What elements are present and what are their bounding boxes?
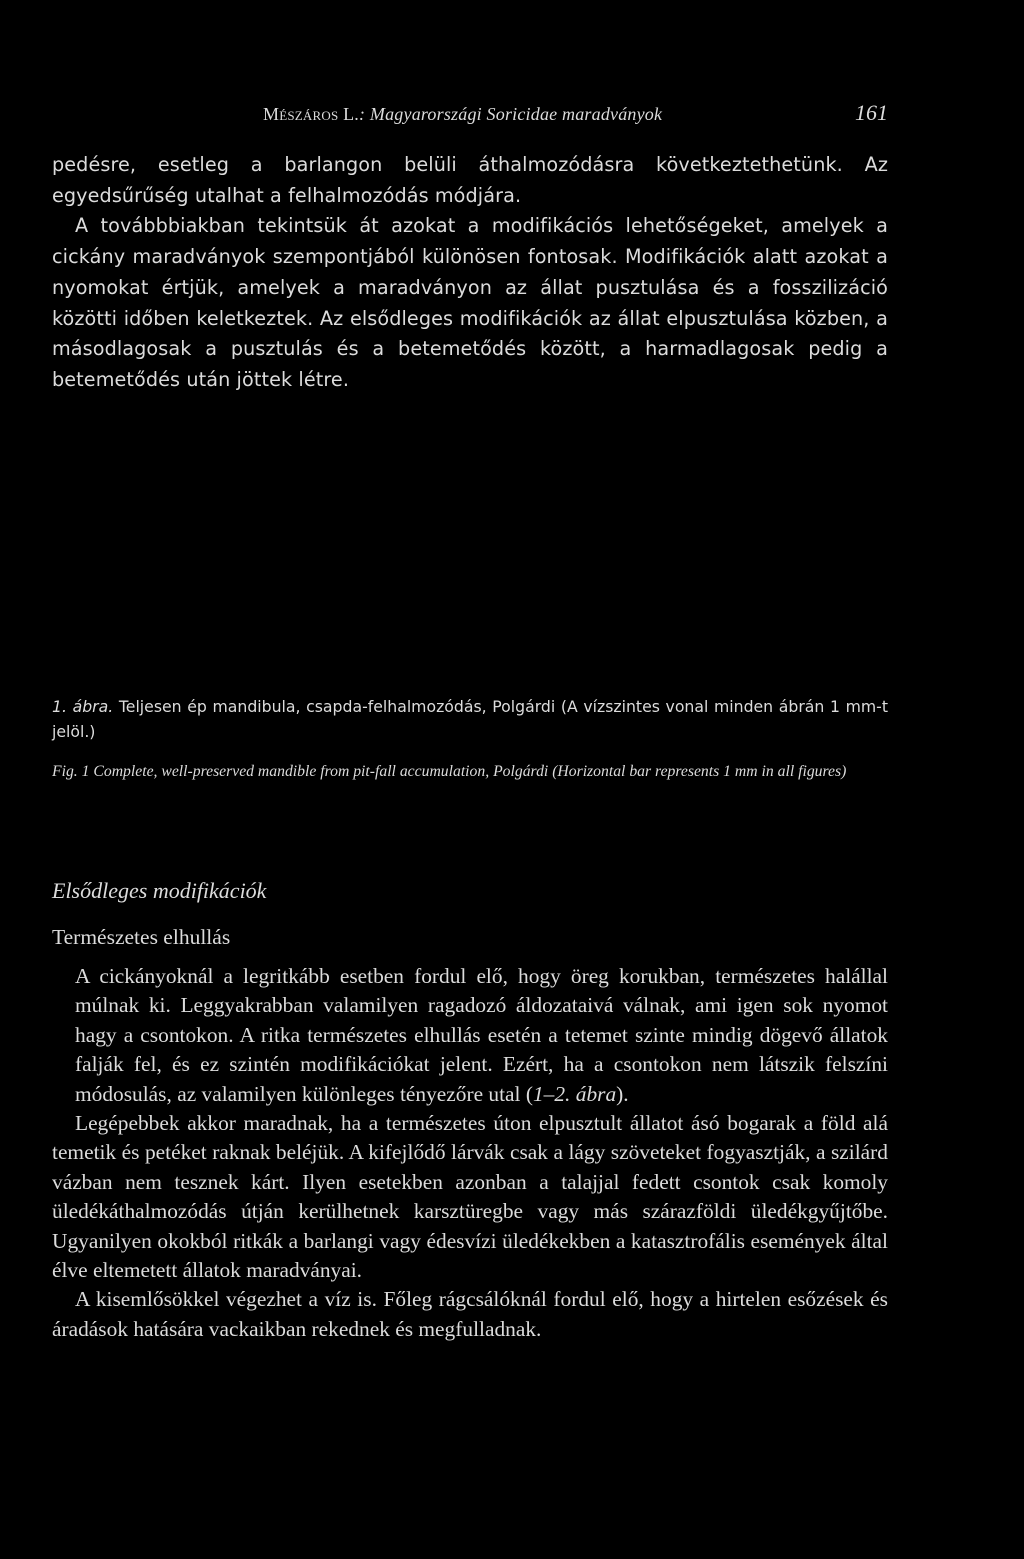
body-paragraph-1-text: A cickányoknál a legritkább esetben fordul elő, hogy öreg korukban, természetes halállal múlnak ki. Leggyakrabban valamilyen ragadozó áldozataivá válnak, ami igen sok nyomot hagy a csontokon. A ritka természetes elhullás esetén a tetemet szinte mindig dögevő állatok falják fel, és ez szintén modifikációkat jelent. Ezért, ha a csontokon nem látszik felszíni módosulás, az valamilyen különleges tényezőre utal ( [75,964,888,1106]
section-title: Elsődleges modifikációk [52,878,267,903]
running-head [52,100,888,130]
figure-caption-en-text: Complete, well-preserved mandible from pit-fall accumulation, Polgárdi (Horizontal bar represents 1 mm in all figures) [89,763,847,780]
intro-text [52,150,888,396]
figure-caption-hu-label: 1. ábra. [52,697,114,716]
page-number: 161 [855,100,888,125]
body-text [52,962,888,1344]
figure-1-image-area [52,400,888,670]
figure-reference: 1–2. ábra [532,1081,617,1106]
journal-page [52,0,888,1559]
body-paragraph-1 [52,962,888,1109]
figure-caption-hu-text: Teljesen ép mandibula, csapda-felhalmozódás, Polgárdi (A vízszintes vonal minden ábrán 1 mm-t jelöl.) [52,697,888,741]
running-head-separator: : [359,104,370,124]
figure-caption-en-label: Fig. 1 [52,763,90,780]
figure-caption-hungarian [52,694,888,744]
body-paragraph-3: A kisemlősökkel végezhet a víz is. Főleg rágcsálóknál fordul elő, hogy a hirtelen esőzések és áradások hatására vackaikban rekednek és megfulladnak. [52,1287,888,1341]
running-title [263,104,662,125]
body-paragraph-2: Legépebbek akkor maradnak, ha a természetes úton elpusztult állatot ásó bogarak a föld alá temetik és petéket raknak beléjük. A kifejlődő lárvák csak a lágy szöveteket fogyasztják, a szilárd vázban nem tesznek kárt. Ilyen esetekben azonban a talajjal fedett csontok csak komoly üledékáthalmozódás útján kerülhetnek karsztüregbe vagy más szárazföldi üledékgyűjtőbe. Ugyanilyen okokból ritkák a barlangi vagy édesvízi üledékekben a katasztrofális események által élve eltemetett állatok maradványai. [52,1111,888,1283]
running-head-author: Mészáros L. [263,104,359,124]
intro-paragraph-2: A továbbbiakban tekintsük át azokat a modifikációs lehetőségeket, amelyek a cickány maradványok szempontjából különösen fontosak. Modifikációk alatt azokat a nyomokat értjük, amelyek a maradványon az állat pusztulása és a fosszilizáció közötti időben keletkeztek. Az elsődleges modifikációk az állat elpusztulása közben, a másodlagosak a pusztulás és a betemetődés között, a harmadlagosak pedig a betemetődés után jöttek létre. [52,214,888,391]
body-paragraph-1-end: ). [616,1081,629,1106]
running-head-title: Magyarországi Soricidae maradványok [369,104,663,124]
subsection-title: Természetes elhullás [52,925,231,949]
intro-paragraph-1: pedésre, esetleg a barlangon belüli áthalmozódásra következtethetünk. Az egyedsűrűség utalhat a felhalmozódás módjára. [52,153,888,207]
figure-caption-english [52,759,888,784]
